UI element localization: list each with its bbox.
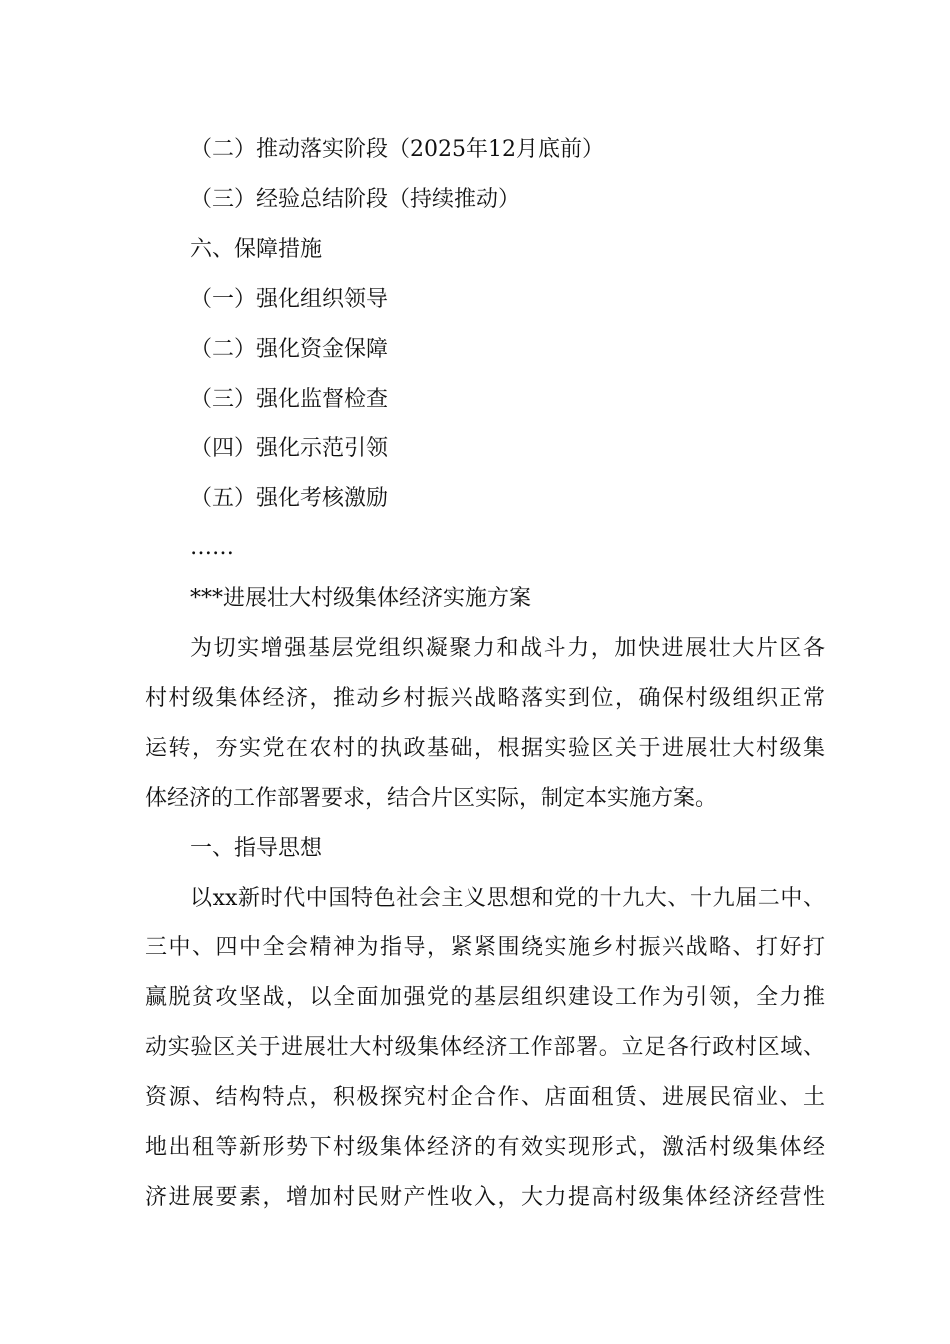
intro-line: 村村级集体经济，推动乡村振兴战略落实到位，确保村级组织正常: [145, 686, 825, 711]
intro-line: 为切实增强基层党组织凝聚力和战斗力，加快进展壮大片区各: [190, 636, 825, 661]
measure-item: （二）强化资金保障: [190, 337, 389, 362]
section-heading-safeguards: 六、保障措施: [190, 237, 323, 262]
intro-line: 运转，夯实党在农村的执政基础，根据实验区关于进展壮大村级集: [145, 736, 825, 761]
measure-item: （四）强化示范引领: [190, 436, 389, 461]
measure-item: （一）强化组织领导: [190, 287, 389, 312]
outline-item-stage-2: （二）推动落实阶段（2025年12月底前）: [190, 137, 604, 162]
body-line: 赢脱贫攻坚战，以全面加强党的基层组织建设工作为引领，全力推: [145, 985, 825, 1010]
body-line: 以xx新时代中国特色社会主义思想和党的十九大、十九届二中、: [190, 886, 825, 911]
body-line: 动实验区关于进展壮大村级集体经济工作部署。立足各行政村区域、: [145, 1035, 825, 1060]
body-line: 三中、四中全会精神为指导，紧紧围绕实施乡村振兴战略、打好打: [145, 935, 825, 960]
ellipsis: ……: [190, 535, 234, 560]
document-title: ***进展壮大村级集体经济实施方案: [190, 586, 532, 611]
measure-item: （五）强化考核激励: [190, 486, 389, 511]
body-line: 资源、结构特点，积极探究村企合作、店面租赁、进展民宿业、土: [145, 1085, 825, 1110]
intro-line: 体经济的工作部署要求，结合片区实际，制定本实施方案。: [145, 786, 718, 811]
section-heading-guiding-ideology: 一、指导思想: [190, 836, 323, 861]
body-line: 济进展要素，增加村民财产性收入，大力提高村级集体经济经营性: [145, 1185, 825, 1210]
measure-item: （三）强化监督检查: [190, 387, 389, 412]
body-line: 地出租等新形势下村级集体经济的有效实现形式，激活村级集体经: [145, 1135, 825, 1160]
outline-item-stage-3: （三）经验总结阶段（持续推动）: [190, 187, 521, 212]
